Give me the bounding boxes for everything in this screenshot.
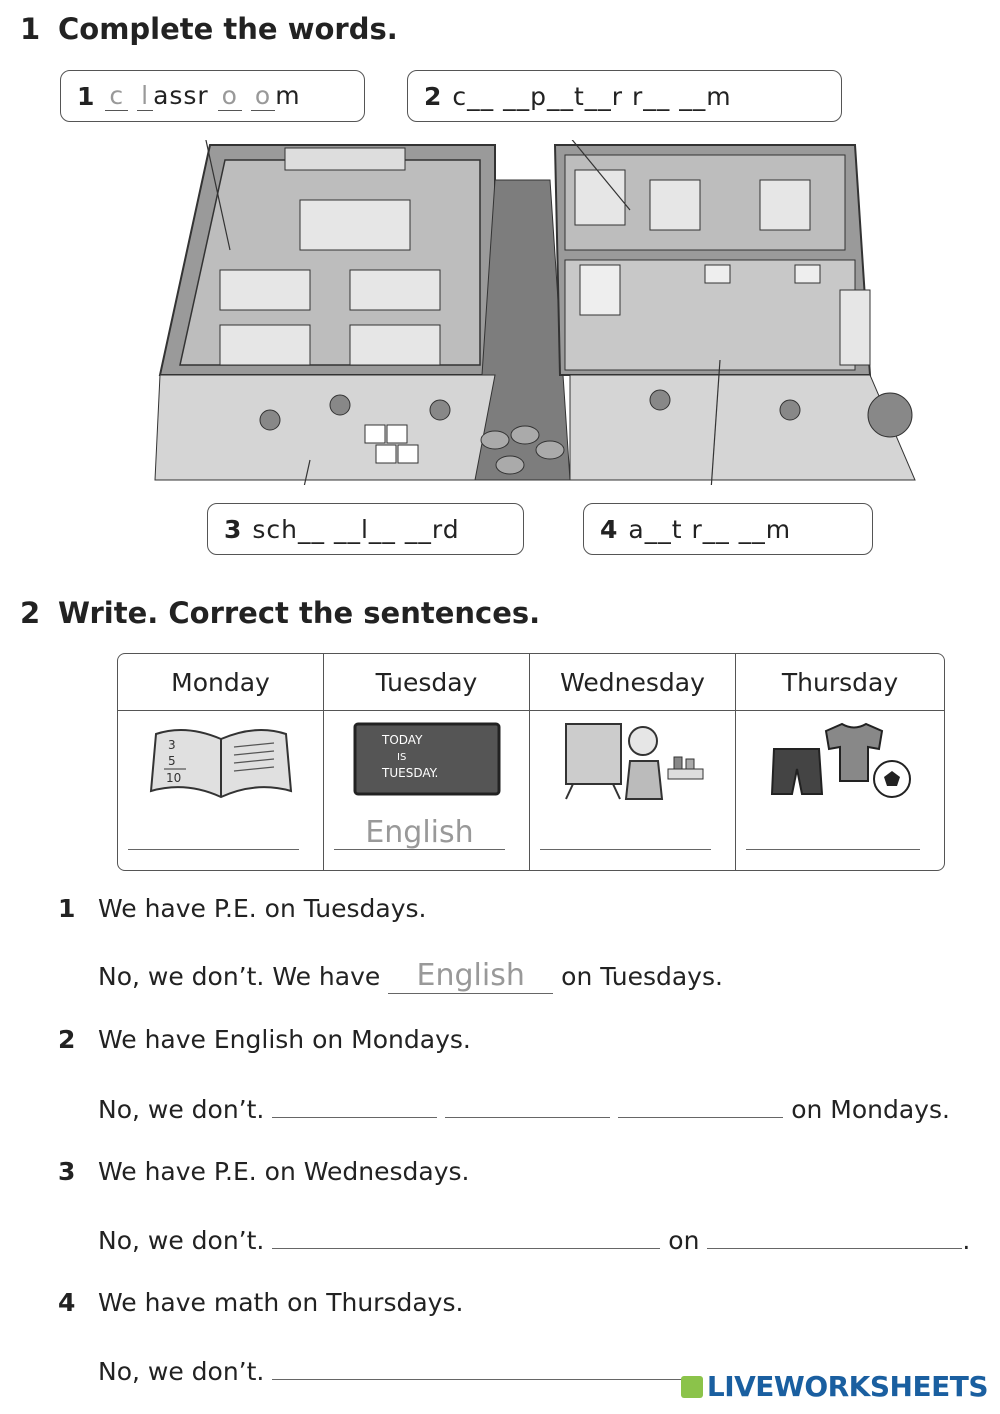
sentence-3-reply [98, 1224, 970, 1255]
math-book-icon [146, 719, 296, 801]
exercise1-heading [20, 12, 398, 46]
blackboard-icon [352, 719, 502, 801]
word-box-4[interactable] [583, 503, 873, 555]
word-box-number: 1 [77, 81, 96, 111]
answer-field[interactable] [618, 1093, 783, 1118]
sentence-2-reply [98, 1093, 950, 1124]
logo-icon [681, 1376, 703, 1398]
day-header-thursday: Thursday [736, 654, 944, 711]
sentence-2-statement [58, 1025, 471, 1054]
exercise1-number: 1 [20, 12, 41, 46]
exercise2-heading [20, 596, 540, 630]
monday-cell [118, 711, 324, 870]
reply-mid: on [668, 1226, 700, 1255]
answer-field[interactable] [707, 1224, 962, 1249]
reply-end: on Mondays. [791, 1095, 950, 1124]
answer-field[interactable] [272, 1224, 660, 1249]
word-box-number: 3 [224, 514, 243, 544]
statement-text: We have English on Mondays. [98, 1025, 471, 1054]
liveworksheets-logo [681, 1370, 988, 1403]
answer-letter[interactable]: o [251, 81, 275, 111]
answer-letter[interactable]: l [137, 81, 153, 111]
answer-field[interactable] [272, 1355, 692, 1380]
sentence-1-reply [98, 958, 723, 994]
given-letters: m [275, 81, 301, 110]
statement-text: We have math on Thursdays. [98, 1288, 464, 1317]
word-computer-room: c__ __p__t__r r__ __m [452, 81, 732, 111]
day-header-wednesday: Wednesday [530, 654, 736, 711]
thursday-cell [736, 711, 944, 870]
art-easel-icon [558, 719, 708, 801]
reply-end: on Tuesdays. [561, 962, 723, 991]
exercise2-title: Write. Correct the sentences. [58, 596, 541, 630]
sentence-4-reply [98, 1355, 692, 1386]
sentence-3-statement [58, 1157, 470, 1186]
school-illustration [150, 140, 920, 485]
book-number: 3 [168, 738, 176, 752]
board-text: IS [397, 752, 407, 763]
statement-text: We have P.E. on Tuesdays. [98, 894, 427, 923]
reply-start: No, we don’t. [98, 1095, 265, 1124]
timetable [117, 653, 945, 871]
word-art-room: a__t r__ __m [628, 514, 792, 544]
answer-letter[interactable]: o [218, 81, 242, 111]
book-number: 5 [168, 754, 176, 768]
exercise1-title: Complete the words. [58, 12, 398, 46]
answer-line-wednesday[interactable] [540, 849, 711, 850]
answer-line-tuesday[interactable] [334, 849, 505, 850]
word-classroom [105, 81, 300, 111]
answer-letter[interactable]: c [105, 81, 128, 111]
given-letters: assr [153, 81, 209, 110]
sentence-number: 4 [58, 1288, 76, 1317]
day-header-tuesday: Tuesday [324, 654, 530, 711]
pe-clothes-icon [764, 719, 914, 801]
sentence-4-statement [58, 1288, 464, 1317]
word-box-number: 2 [424, 81, 443, 111]
tuesday-answer: English [365, 815, 474, 850]
answer-field[interactable] [445, 1093, 610, 1118]
word-schoolyard: sch__ __l__ __rd [252, 514, 460, 544]
reply-end: . [962, 1226, 971, 1255]
word-box-1 [60, 70, 365, 122]
answer-line-thursday[interactable] [746, 849, 920, 850]
board-text: TUESDAY. [382, 766, 439, 780]
word-box-3[interactable] [207, 503, 524, 555]
wednesday-cell [530, 711, 736, 870]
answer-field[interactable]: English [388, 958, 553, 994]
book-number: 10 [166, 771, 182, 785]
watermark-text: LIVEWORKSHEETS [706, 1370, 988, 1403]
reply-start: No, we don’t. We have [98, 962, 381, 991]
word-box-number: 4 [600, 514, 619, 544]
board-text: TODAY [382, 733, 423, 747]
day-header-monday: Monday [118, 654, 324, 711]
sentence-number: 1 [58, 894, 76, 923]
word-box-2[interactable] [407, 70, 842, 122]
sentence-number: 3 [58, 1157, 76, 1186]
reply-start: No, we don’t. [98, 1226, 265, 1255]
statement-text: We have P.E. on Wednesdays. [98, 1157, 470, 1186]
sentence-number: 2 [58, 1025, 76, 1054]
answer-field[interactable] [272, 1093, 437, 1118]
sentence-1-statement [58, 894, 427, 923]
answer-line-monday[interactable] [128, 849, 299, 850]
reply-start: No, we don’t. [98, 1357, 265, 1386]
exercise2-number: 2 [20, 596, 41, 630]
tuesday-cell [324, 711, 530, 870]
